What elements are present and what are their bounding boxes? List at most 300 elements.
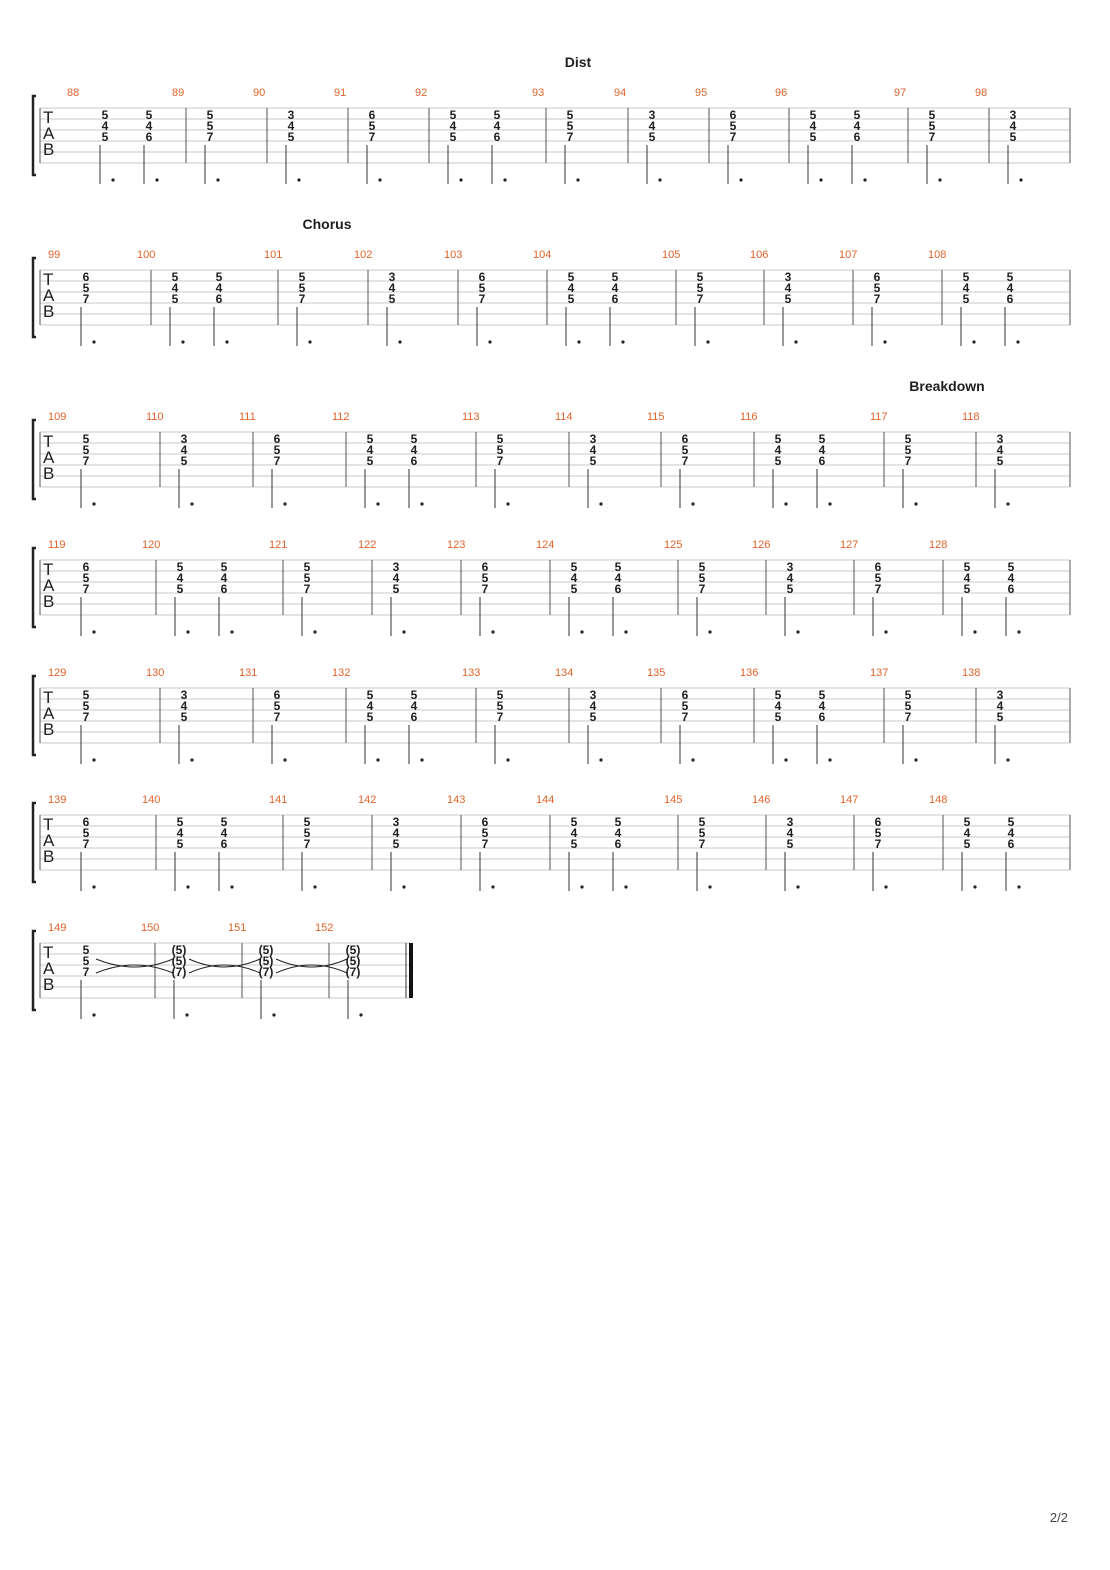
tab-clef-b: B (43, 592, 55, 611)
measure-number: 109 (48, 411, 67, 423)
fret-number: 6 (478, 270, 486, 284)
rhythm-dot (794, 340, 797, 343)
fret-number: 5 (566, 108, 574, 122)
rhythm-dot (691, 502, 694, 505)
rhythm-dot (420, 502, 423, 505)
rhythm-dot (739, 178, 742, 181)
fret-number: 4 (853, 119, 861, 133)
fret-number: 4 (614, 826, 622, 840)
measure-number: 125 (664, 539, 683, 551)
fret-number: 6 (611, 292, 619, 306)
fret-number: 7 (82, 710, 90, 724)
fret-number: 5 (774, 710, 782, 724)
fret-number: 7 (928, 130, 936, 144)
fret-number: 7 (303, 582, 311, 596)
fret-number: 5 (392, 582, 400, 596)
fret-number: (7) (171, 965, 187, 979)
fret-number: 4 (366, 443, 374, 457)
rhythm-dot (784, 502, 787, 505)
fret-number: 5 (176, 582, 184, 596)
measure-number: 152 (315, 922, 334, 934)
fret-number: 6 (481, 560, 489, 574)
fret-number: 4 (784, 281, 792, 295)
rhythm-dot (577, 340, 580, 343)
tab-clef-a: A (43, 959, 55, 978)
fret-number: 3 (786, 560, 794, 574)
tie-arc (96, 965, 173, 973)
system-bracket (33, 258, 36, 337)
fret-number: 3 (287, 108, 295, 122)
fret-number: 6 (818, 454, 826, 468)
rhythm-dot (313, 885, 316, 888)
fret-number: 7 (368, 130, 376, 144)
fret-number: 3 (996, 432, 1004, 446)
system-bracket (33, 931, 36, 1010)
measure-number: 93 (532, 87, 545, 99)
rhythm-dot (92, 502, 95, 505)
fret-number: 6 (729, 108, 737, 122)
measure-number: 111 (239, 411, 256, 423)
fret-number: 4 (388, 281, 396, 295)
fret-number: 6 (853, 130, 861, 144)
fret-number: 7 (82, 582, 90, 596)
measure-number: 105 (662, 249, 681, 261)
measure-number: 117 (870, 411, 888, 423)
tab-system-2 (33, 216, 1070, 346)
measure-number: 144 (536, 794, 555, 806)
tab-clef-a: A (43, 576, 55, 595)
fret-number: 4 (1006, 281, 1014, 295)
measure-number: 88 (67, 87, 80, 99)
rhythm-dot (297, 178, 300, 181)
rhythm-dot (376, 758, 379, 761)
measure-number: 140 (142, 794, 161, 806)
fret-number: 4 (774, 443, 782, 457)
fret-number: 5 (774, 454, 782, 468)
fret-number: 7 (496, 454, 504, 468)
fret-number: 5 (996, 454, 1004, 468)
system-bracket (33, 96, 36, 175)
fret-number: 4 (1007, 826, 1015, 840)
fret-number: 5 (962, 270, 970, 284)
fret-number: 6 (82, 270, 90, 284)
final-barline-thick (409, 943, 413, 998)
measure-number: 102 (354, 249, 373, 261)
fret-number: 7 (481, 837, 489, 851)
measure-number: 136 (740, 667, 759, 679)
tab-clef-t: T (43, 815, 54, 834)
fret-number: 5 (1007, 560, 1015, 574)
fret-number: (5) (258, 943, 274, 957)
fret-number: 6 (220, 582, 228, 596)
fret-number: 5 (82, 954, 90, 968)
fret-number: 5 (904, 688, 912, 702)
fret-number: 4 (392, 571, 400, 585)
fret-number: 4 (176, 571, 184, 585)
rhythm-dot (828, 502, 831, 505)
tab-clef-a: A (43, 831, 55, 850)
fret-number: 5 (681, 699, 689, 713)
fret-number: 5 (366, 710, 374, 724)
tab-clef-a: A (43, 704, 55, 723)
measure-number: 127 (840, 539, 859, 551)
fret-number: 5 (220, 560, 228, 574)
measure-number: 149 (48, 922, 67, 934)
fret-number: 5 (996, 710, 1004, 724)
fret-number: 7 (298, 292, 306, 306)
measure-number: 141 (269, 794, 288, 806)
fret-number: 5 (101, 130, 109, 144)
fret-number: 6 (82, 560, 90, 574)
fret-number: 4 (449, 119, 457, 133)
fret-number: 5 (496, 699, 504, 713)
rhythm-dot (599, 502, 602, 505)
fret-number: 5 (809, 108, 817, 122)
fret-number: 5 (303, 826, 311, 840)
fret-number: 5 (698, 560, 706, 574)
rhythm-dot (828, 758, 831, 761)
fret-number: 7 (496, 710, 504, 724)
rhythm-dot (283, 502, 286, 505)
rhythm-dot (938, 178, 941, 181)
rhythm-dot (506, 502, 509, 505)
fret-number: 7 (681, 454, 689, 468)
measure-number: 108 (928, 249, 947, 261)
fret-number: 5 (681, 443, 689, 457)
fret-number: 7 (303, 837, 311, 851)
fret-number: 5 (493, 108, 501, 122)
fret-number: 3 (648, 108, 656, 122)
fret-number: 5 (176, 815, 184, 829)
fret-number: 5 (774, 688, 782, 702)
fret-number: 6 (82, 815, 90, 829)
rhythm-dot (1017, 885, 1020, 888)
measure-number: 120 (142, 539, 161, 551)
fret-number: 3 (589, 688, 597, 702)
rhythm-dot (92, 630, 95, 633)
measure-number: 90 (253, 87, 266, 99)
fret-number: 4 (180, 443, 188, 457)
fret-number: 3 (1009, 108, 1017, 122)
rhythm-dot (691, 758, 694, 761)
fret-number: 4 (493, 119, 501, 133)
measure-number: 100 (137, 249, 156, 261)
tab-clef-b: B (43, 464, 55, 483)
rhythm-dot (658, 178, 661, 181)
tab-system-7 (33, 922, 413, 1019)
fret-number: 5 (614, 815, 622, 829)
fret-number: 5 (853, 108, 861, 122)
fret-number: 5 (818, 688, 826, 702)
fret-number: 7 (698, 582, 706, 596)
rhythm-dot (708, 630, 711, 633)
fret-number: 5 (101, 108, 109, 122)
tie-arc (189, 959, 260, 967)
fret-number: 5 (478, 281, 486, 295)
rhythm-dot (576, 178, 579, 181)
fret-number: 6 (874, 560, 882, 574)
fret-number: 4 (648, 119, 656, 133)
fret-number: 5 (570, 560, 578, 574)
fret-number: 6 (874, 815, 882, 829)
measure-number: 103 (444, 249, 463, 261)
fret-number: 5 (180, 454, 188, 468)
fret-number: (5) (171, 943, 187, 957)
fret-number: 7 (481, 582, 489, 596)
fret-number: 5 (614, 560, 622, 574)
fret-number: 5 (928, 119, 936, 133)
fret-number: 5 (611, 270, 619, 284)
fret-number: 6 (681, 432, 689, 446)
rhythm-dot (973, 630, 976, 633)
fret-number: 4 (220, 826, 228, 840)
fret-number: 5 (874, 826, 882, 840)
fret-number: 4 (963, 826, 971, 840)
fret-number: 6 (614, 582, 622, 596)
fret-number: 5 (171, 292, 179, 306)
fret-number: 7 (698, 837, 706, 851)
rhythm-dot (92, 885, 95, 888)
fret-number: 5 (449, 130, 457, 144)
fret-number: 5 (818, 432, 826, 446)
fret-number: 6 (1006, 292, 1014, 306)
fret-number: 4 (589, 699, 597, 713)
fret-number: 5 (298, 281, 306, 295)
fret-number: 5 (410, 688, 418, 702)
tab-clef-b: B (43, 975, 55, 994)
fret-number: 6 (614, 837, 622, 851)
fret-number: 4 (809, 119, 817, 133)
fret-number: 5 (809, 130, 817, 144)
fret-number: 7 (273, 710, 281, 724)
fret-number: 7 (273, 454, 281, 468)
rhythm-dot (884, 885, 887, 888)
fret-number: 5 (449, 108, 457, 122)
fret-number: 4 (611, 281, 619, 295)
fret-number: 7 (874, 582, 882, 596)
fret-number: 5 (696, 281, 704, 295)
tie-arc (276, 959, 347, 967)
fret-number: 6 (481, 815, 489, 829)
rhythm-dot (359, 1013, 362, 1016)
fret-number: 4 (786, 571, 794, 585)
fret-number: 7 (696, 292, 704, 306)
rhythm-dot (580, 885, 583, 888)
fret-number: 5 (648, 130, 656, 144)
fret-number: 5 (904, 432, 912, 446)
rhythm-dot (884, 630, 887, 633)
fret-number: 5 (873, 281, 881, 295)
measure-number: 124 (536, 539, 555, 551)
fret-number: 5 (589, 710, 597, 724)
fret-number: 5 (298, 270, 306, 284)
rhythm-dot (190, 502, 193, 505)
fret-number: 7 (82, 454, 90, 468)
fret-number: 5 (1007, 815, 1015, 829)
measure-number: 138 (962, 667, 981, 679)
rhythm-dot (459, 178, 462, 181)
fret-number: 7 (82, 965, 90, 979)
measure-number: 146 (752, 794, 771, 806)
fret-number: 4 (410, 443, 418, 457)
fret-number: 6 (273, 688, 281, 702)
fret-number: 5 (963, 560, 971, 574)
measure-number: 118 (962, 411, 980, 423)
rhythm-dot (420, 758, 423, 761)
rhythm-dot (914, 502, 917, 505)
fret-number: 6 (1007, 837, 1015, 851)
rhythm-dot (283, 758, 286, 761)
fret-number: 4 (589, 443, 597, 457)
fret-number: 4 (410, 699, 418, 713)
fret-number: 6 (145, 130, 153, 144)
fret-number: 6 (220, 837, 228, 851)
measure-number: 91 (334, 87, 347, 99)
fret-number: 5 (82, 571, 90, 585)
rhythm-dot (796, 885, 799, 888)
fret-number: 7 (82, 292, 90, 306)
tab-clef-t: T (43, 688, 54, 707)
measure-number: 129 (48, 667, 67, 679)
fret-number: (5) (345, 943, 361, 957)
rhythm-dot (1017, 630, 1020, 633)
fret-number: 4 (570, 826, 578, 840)
rhythm-dot (580, 630, 583, 633)
fret-number: 3 (388, 270, 396, 284)
fret-number: 3 (180, 432, 188, 446)
fret-number: (7) (258, 965, 274, 979)
measure-number: 119 (48, 539, 66, 551)
fret-number: 5 (145, 108, 153, 122)
fret-number: 5 (874, 571, 882, 585)
fret-number: 4 (614, 571, 622, 585)
fret-number: 5 (496, 688, 504, 702)
rhythm-dot (1016, 340, 1019, 343)
fret-number: 5 (774, 432, 782, 446)
rhythm-dot (185, 1013, 188, 1016)
fret-number: 7 (82, 837, 90, 851)
fret-number: 5 (567, 270, 575, 284)
measure-number: 134 (555, 667, 574, 679)
fret-number: 5 (481, 571, 489, 585)
fret-number: 5 (566, 119, 574, 133)
fret-number: 3 (392, 815, 400, 829)
measure-number: 122 (358, 539, 377, 551)
tab-system-1 (33, 54, 1070, 184)
fret-number: 5 (220, 815, 228, 829)
rhythm-dot (181, 340, 184, 343)
fret-number: 3 (996, 688, 1004, 702)
fret-number: 5 (368, 119, 376, 133)
measure-number: 123 (447, 539, 466, 551)
tab-clef-t: T (43, 943, 54, 962)
fret-number: 5 (392, 837, 400, 851)
tab-clef-a: A (43, 124, 55, 143)
fret-number: 5 (206, 119, 214, 133)
rhythm-dot (624, 885, 627, 888)
rhythm-dot (155, 178, 158, 181)
fret-number: 5 (215, 270, 223, 284)
measure-number: 139 (48, 794, 67, 806)
tab-clef-t: T (43, 432, 54, 451)
rhythm-dot (491, 630, 494, 633)
rhythm-dot (272, 1013, 275, 1016)
fret-number: 7 (729, 130, 737, 144)
fret-number: 5 (963, 582, 971, 596)
fret-number: 7 (873, 292, 881, 306)
measure-number: 94 (614, 87, 627, 99)
measure-number: 135 (647, 667, 666, 679)
fret-number: 5 (570, 582, 578, 596)
fret-number: 4 (215, 281, 223, 295)
measure-number: 107 (839, 249, 858, 261)
fret-number: 5 (273, 699, 281, 713)
measure-number: 145 (664, 794, 683, 806)
measure-number: 128 (929, 539, 948, 551)
measure-number: 115 (647, 411, 665, 423)
fret-number: 4 (1007, 571, 1015, 585)
measure-number: 95 (695, 87, 708, 99)
fret-number: 3 (784, 270, 792, 284)
fret-number: 4 (1009, 119, 1017, 133)
fret-number: 4 (818, 443, 826, 457)
rhythm-dot (190, 758, 193, 761)
fret-number: 4 (962, 281, 970, 295)
rhythm-dot (402, 630, 405, 633)
fret-number: 3 (392, 560, 400, 574)
fret-number: 4 (101, 119, 109, 133)
section-marker: Dist (564, 54, 592, 70)
measure-number: 142 (358, 794, 377, 806)
fret-number: 5 (786, 582, 794, 596)
tie-arc (276, 965, 347, 973)
rhythm-dot (506, 758, 509, 761)
measure-number: 132 (332, 667, 351, 679)
fret-number: 5 (287, 130, 295, 144)
fret-number: 5 (176, 560, 184, 574)
fret-number: (5) (345, 954, 361, 968)
fret-number: 7 (681, 710, 689, 724)
rhythm-dot (376, 502, 379, 505)
system-bracket (33, 803, 36, 882)
tie-arc (96, 959, 173, 967)
fret-number: 5 (963, 815, 971, 829)
fret-number: 5 (698, 815, 706, 829)
fret-number: 5 (410, 432, 418, 446)
measure-number: 97 (894, 87, 907, 99)
fret-number: 5 (928, 108, 936, 122)
rhythm-dot (186, 630, 189, 633)
tab-system-5 (33, 667, 1070, 764)
fret-number: 5 (82, 826, 90, 840)
fret-number: 4 (570, 571, 578, 585)
tie-arc (189, 965, 260, 973)
rhythm-dot (972, 340, 975, 343)
measure-number: 96 (775, 87, 788, 99)
fret-number: 4 (774, 699, 782, 713)
fret-number: 5 (171, 270, 179, 284)
fret-number: (5) (258, 954, 274, 968)
rhythm-dot (599, 758, 602, 761)
fret-number: 7 (478, 292, 486, 306)
measure-number: 110 (146, 411, 164, 423)
tab-clef-b: B (43, 720, 55, 739)
fret-number: 4 (180, 699, 188, 713)
measure-number: 126 (752, 539, 771, 551)
fret-number: 5 (82, 432, 90, 446)
section-marker: Breakdown (909, 378, 985, 394)
rhythm-dot (621, 340, 624, 343)
